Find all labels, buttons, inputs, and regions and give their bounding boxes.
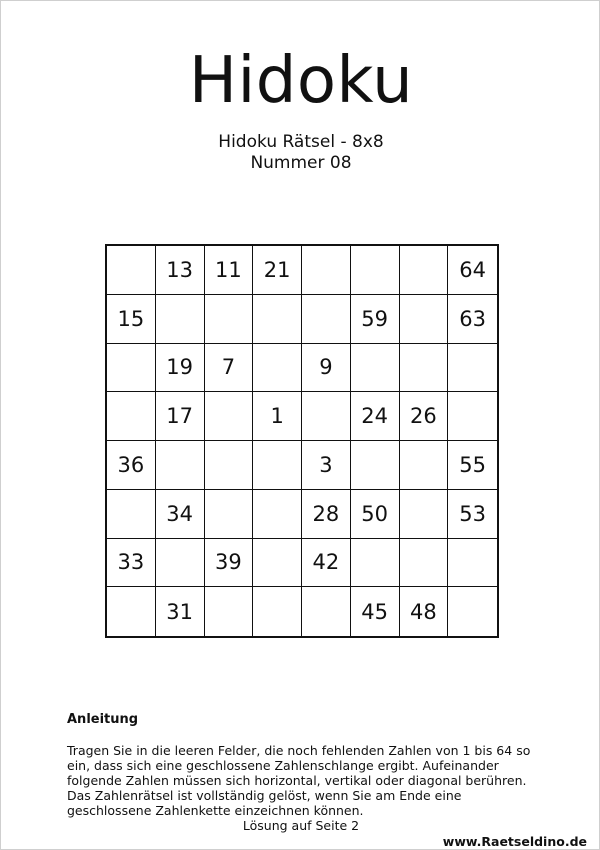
- grid-cell[interactable]: [400, 246, 449, 295]
- grid-cell[interactable]: [205, 441, 254, 490]
- grid-cell[interactable]: 24: [351, 392, 400, 441]
- grid-cell[interactable]: [351, 246, 400, 295]
- grid-cell[interactable]: 39: [205, 539, 254, 588]
- grid-cell[interactable]: 31: [156, 587, 205, 636]
- grid-cell[interactable]: 64: [448, 246, 497, 295]
- grid-cell[interactable]: [205, 392, 254, 441]
- grid-cell[interactable]: 3: [302, 441, 351, 490]
- grid-cell[interactable]: [302, 392, 351, 441]
- grid-cell[interactable]: [302, 246, 351, 295]
- grid-cell[interactable]: [205, 490, 254, 539]
- grid-cell[interactable]: 36: [107, 441, 156, 490]
- solution-page-note: Lösung auf Seite 2: [242, 818, 360, 833]
- website-link[interactable]: www.Raetseldino.de: [442, 834, 587, 849]
- grid-cell[interactable]: 15: [107, 295, 156, 344]
- hidoku-grid: [105, 244, 499, 638]
- grid-cell[interactable]: [448, 392, 497, 441]
- grid-cell[interactable]: [156, 539, 205, 588]
- grid-cell[interactable]: [205, 295, 254, 344]
- grid-cell[interactable]: [253, 539, 302, 588]
- grid-cell[interactable]: 63: [448, 295, 497, 344]
- grid-cell[interactable]: [400, 344, 449, 393]
- grid-cell[interactable]: [400, 539, 449, 588]
- grid-cell[interactable]: 55: [448, 441, 497, 490]
- grid-cell[interactable]: 21: [253, 246, 302, 295]
- grid-cell[interactable]: 59: [351, 295, 400, 344]
- grid-cell[interactable]: 26: [400, 392, 449, 441]
- grid-cell[interactable]: [107, 392, 156, 441]
- grid-cell[interactable]: [302, 295, 351, 344]
- grid-cell[interactable]: 45: [351, 587, 400, 636]
- grid-cell[interactable]: [253, 344, 302, 393]
- grid-cell[interactable]: [253, 295, 302, 344]
- grid-cell[interactable]: 53: [448, 490, 497, 539]
- grid-cell[interactable]: 13: [156, 246, 205, 295]
- grid-cell[interactable]: [156, 441, 205, 490]
- grid-cell[interactable]: [448, 587, 497, 636]
- grid-cell[interactable]: [107, 344, 156, 393]
- puzzle-number: Nummer 08: [250, 153, 352, 173]
- grid-cell[interactable]: [448, 539, 497, 588]
- grid-cell[interactable]: 7: [205, 344, 254, 393]
- instructions-text: Tragen Sie in die leeren Felder, die noch fehlenden Zahlen von 1 bis 64 so ein, dass sich eine geschlossene Zahlenschlange ergibt. Aufeinander folgende Zahlen müssen sich horizontal, vertikal oder diagonal berühren. Das Zahlenrätsel ist vollständig gelöst, wenn Sie am Ende eine geschlossene Zahlenkette einzeichnen können.: [67, 743, 531, 818]
- grid-cell[interactable]: 28: [302, 490, 351, 539]
- grid-cell[interactable]: [156, 295, 205, 344]
- instructions-heading: Anleitung: [67, 712, 139, 727]
- grid-cell[interactable]: [351, 539, 400, 588]
- grid-cell[interactable]: 19: [156, 344, 205, 393]
- grid-cell[interactable]: [400, 295, 449, 344]
- grid-cell[interactable]: [302, 587, 351, 636]
- grid-cell[interactable]: 33: [107, 539, 156, 588]
- grid-cell[interactable]: 1: [253, 392, 302, 441]
- grid-cell[interactable]: [253, 587, 302, 636]
- grid-cell[interactable]: [205, 587, 254, 636]
- grid-cell[interactable]: 17: [156, 392, 205, 441]
- grid-cell[interactable]: [400, 490, 449, 539]
- grid-cell[interactable]: [253, 441, 302, 490]
- grid-cell[interactable]: [107, 587, 156, 636]
- grid-cell[interactable]: 34: [156, 490, 205, 539]
- grid-cell[interactable]: [107, 490, 156, 539]
- grid-cell[interactable]: 48: [400, 587, 449, 636]
- puzzle-subtitle: Hidoku Rätsel - 8x8: [218, 132, 384, 152]
- grid-cell[interactable]: 11: [205, 246, 254, 295]
- grid-cell[interactable]: [351, 441, 400, 490]
- grid-cell[interactable]: [107, 246, 156, 295]
- grid-cell[interactable]: [351, 344, 400, 393]
- grid-cell[interactable]: 50: [351, 490, 400, 539]
- grid-cell[interactable]: 42: [302, 539, 351, 588]
- grid-cell[interactable]: 9: [302, 344, 351, 393]
- grid-cell[interactable]: [400, 441, 449, 490]
- page-title: Hidoku: [188, 44, 414, 118]
- grid-cell[interactable]: [448, 344, 497, 393]
- grid-cell[interactable]: [253, 490, 302, 539]
